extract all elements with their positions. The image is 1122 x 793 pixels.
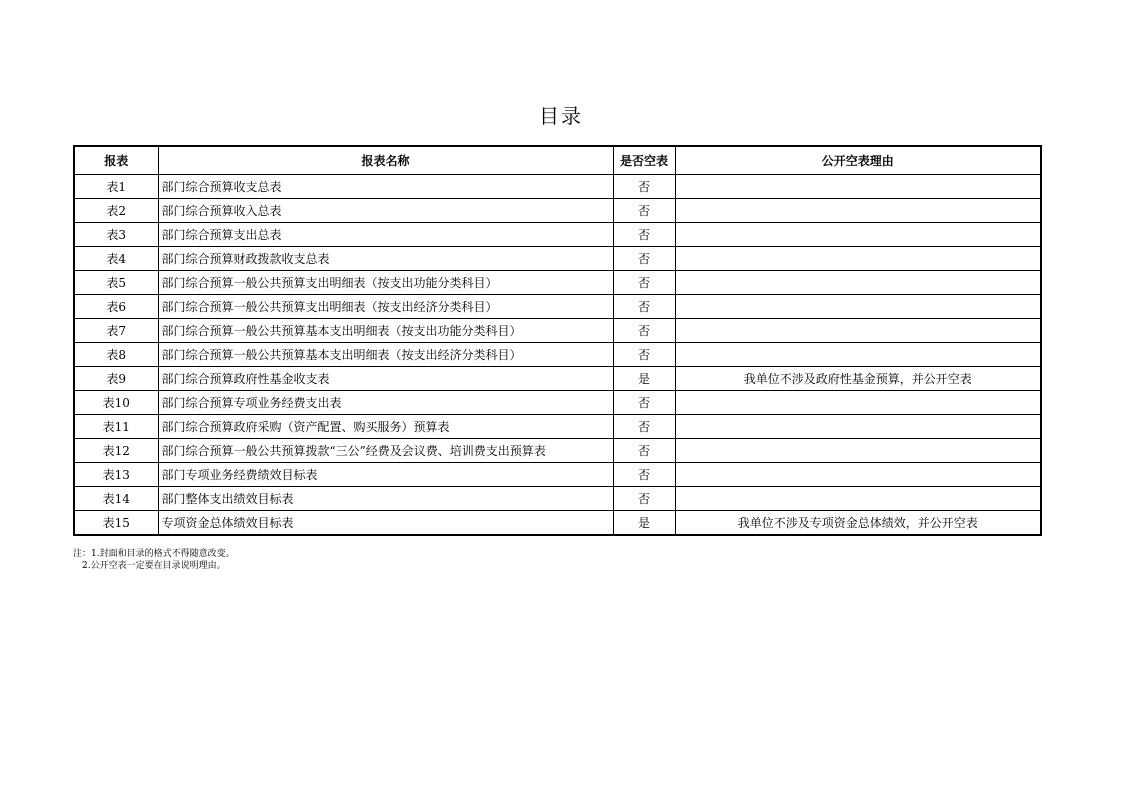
report-id-cell: 表10 <box>74 391 158 415</box>
footnote-1: 注：1.封面和目录的格式不得随意改变。 <box>73 549 235 559</box>
table-header-row <box>74 146 1041 175</box>
is-empty-cell: 否 <box>613 223 675 247</box>
table-row <box>74 175 1041 199</box>
report-name-cell: 部门综合预算支出总表 <box>158 223 613 247</box>
report-id-cell: 表2 <box>74 199 158 223</box>
report-id-cell: 表12 <box>74 439 158 463</box>
is-empty-cell: 否 <box>613 415 675 439</box>
table-row <box>74 415 1041 439</box>
table-row <box>74 367 1041 391</box>
empty-reason-cell: 我单位不涉及政府性基金预算，并公开空表 <box>675 367 1041 391</box>
report-name-cell: 部门综合预算政府性基金收支表 <box>158 367 613 391</box>
header-empty-reason: 公开空表理由 <box>675 146 1041 175</box>
report-id-cell: 表11 <box>74 415 158 439</box>
empty-reason-cell <box>675 487 1041 511</box>
report-name-cell: 专项资金总体绩效目标表 <box>158 511 613 536</box>
report-id-cell: 表7 <box>74 319 158 343</box>
report-name-cell: 部门综合预算收支总表 <box>158 175 613 199</box>
is-empty-cell: 是 <box>613 367 675 391</box>
report-name-cell: 部门整体支出绩效目标表 <box>158 487 613 511</box>
report-id-cell: 表13 <box>74 463 158 487</box>
table-row <box>74 439 1041 463</box>
report-id-cell: 表1 <box>74 175 158 199</box>
report-id-cell: 表14 <box>74 487 158 511</box>
is-empty-cell: 否 <box>613 463 675 487</box>
report-index-table <box>73 145 1042 536</box>
report-name-cell: 部门综合预算政府采购（资产配置、购买服务）预算表 <box>158 415 613 439</box>
report-id-cell: 表15 <box>74 511 158 536</box>
report-id-cell: 表5 <box>74 271 158 295</box>
page-title: 目录 <box>539 104 583 128</box>
table-row <box>74 319 1041 343</box>
table-row <box>74 199 1041 223</box>
report-name-cell: 部门综合预算一般公共预算拨款“三公”经费及会议费、培训费支出预算表 <box>158 439 613 463</box>
is-empty-cell: 否 <box>613 319 675 343</box>
table-row <box>74 247 1041 271</box>
report-id-cell: 表9 <box>74 367 158 391</box>
table-row <box>74 463 1041 487</box>
empty-reason-cell <box>675 391 1041 415</box>
empty-reason-cell <box>675 439 1041 463</box>
is-empty-cell: 否 <box>613 439 675 463</box>
report-name-cell: 部门综合预算一般公共预算基本支出明细表（按支出功能分类科目） <box>158 319 613 343</box>
report-name-cell: 部门综合预算财政拨款收支总表 <box>158 247 613 271</box>
header-is-empty: 是否空表 <box>613 146 675 175</box>
table-row <box>74 295 1041 319</box>
report-name-cell: 部门专项业务经费绩效目标表 <box>158 463 613 487</box>
empty-reason-cell <box>675 319 1041 343</box>
is-empty-cell: 否 <box>613 199 675 223</box>
footnote-2: 2.公开空表一定要在目录说明理由。 <box>82 561 226 571</box>
empty-reason-cell <box>675 223 1041 247</box>
empty-reason-cell <box>675 247 1041 271</box>
report-name-cell: 部门综合预算收入总表 <box>158 199 613 223</box>
is-empty-cell: 否 <box>613 247 675 271</box>
is-empty-cell: 否 <box>613 175 675 199</box>
empty-reason-cell <box>675 271 1041 295</box>
table-row <box>74 271 1041 295</box>
report-name-cell: 部门综合预算专项业务经费支出表 <box>158 391 613 415</box>
table-body <box>74 175 1041 536</box>
empty-reason-cell <box>675 199 1041 223</box>
report-id-cell: 表4 <box>74 247 158 271</box>
report-name-cell: 部门综合预算一般公共预算基本支出明细表（按支出经济分类科目） <box>158 343 613 367</box>
report-name-cell: 部门综合预算一般公共预算支出明细表（按支出功能分类科目） <box>158 271 613 295</box>
report-id-cell: 表3 <box>74 223 158 247</box>
empty-reason-cell <box>675 175 1041 199</box>
header-report-name: 报表名称 <box>158 146 613 175</box>
is-empty-cell: 否 <box>613 295 675 319</box>
header-report-id: 报表 <box>74 146 158 175</box>
footnotes <box>73 548 235 572</box>
is-empty-cell: 是 <box>613 511 675 536</box>
table-row <box>74 487 1041 511</box>
report-name-cell: 部门综合预算一般公共预算支出明细表（按支出经济分类科目） <box>158 295 613 319</box>
empty-reason-cell <box>675 463 1041 487</box>
is-empty-cell: 否 <box>613 271 675 295</box>
table-row <box>74 223 1041 247</box>
table-row <box>74 511 1041 536</box>
report-id-cell: 表8 <box>74 343 158 367</box>
is-empty-cell: 否 <box>613 487 675 511</box>
table-row <box>74 343 1041 367</box>
empty-reason-cell <box>675 343 1041 367</box>
table-row <box>74 391 1041 415</box>
report-id-cell: 表6 <box>74 295 158 319</box>
is-empty-cell: 否 <box>613 343 675 367</box>
empty-reason-cell: 我单位不涉及专项资金总体绩效，并公开空表 <box>675 511 1041 536</box>
empty-reason-cell <box>675 415 1041 439</box>
empty-reason-cell <box>675 295 1041 319</box>
is-empty-cell: 否 <box>613 391 675 415</box>
